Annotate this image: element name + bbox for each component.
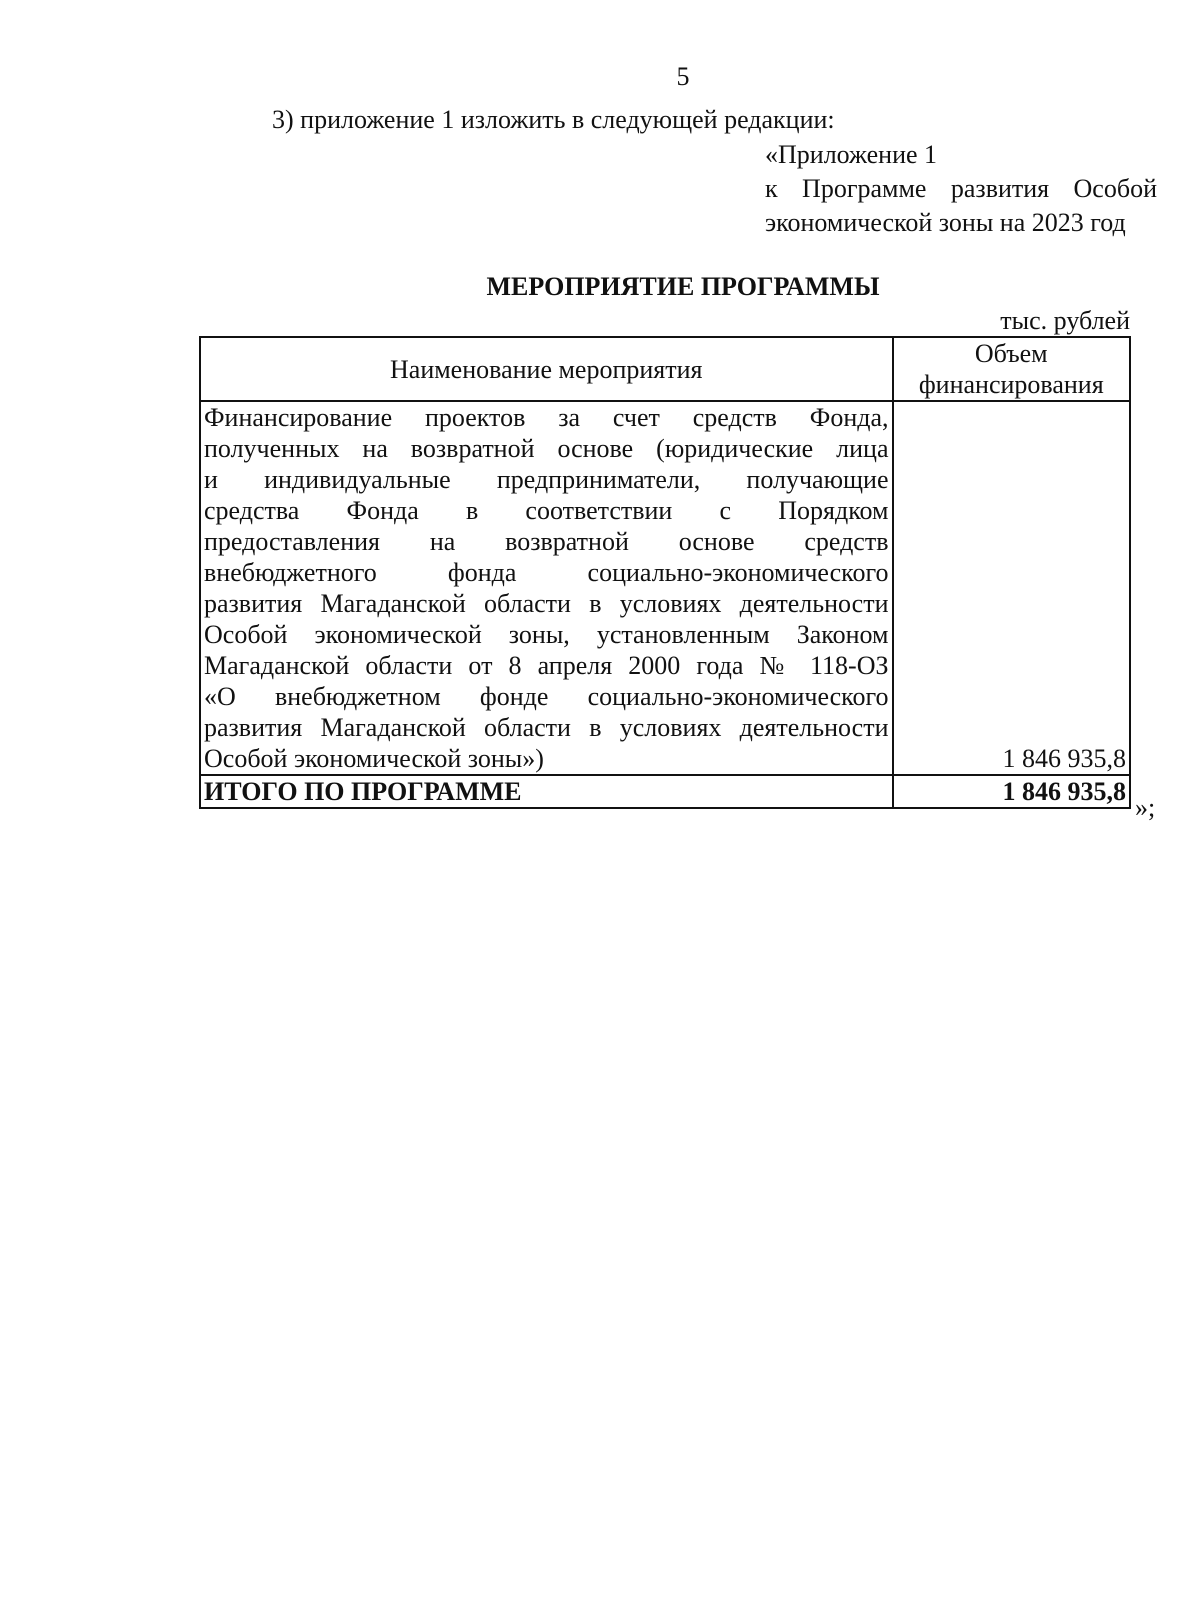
- description-line: Особой экономической зоны, установленным Законом: [204, 620, 889, 649]
- page-number: 5: [676, 62, 690, 91]
- row-amount: 1 846 935,8: [893, 401, 1131, 775]
- header-amount-line-2: финансирования: [918, 370, 1104, 399]
- appendix-ref-line-1: «Приложение 1: [765, 140, 938, 169]
- description-line: предоставления на возвратной основе средств: [204, 527, 889, 556]
- description-line: Финансирование проектов за счет средств Фонда,: [204, 403, 889, 432]
- total-amount: 1 846 935,8: [893, 775, 1131, 808]
- header-name: Наименование мероприятия: [200, 337, 893, 401]
- appendix-reference: [765, 138, 1157, 240]
- description-line: и индивидуальные предприниматели, получающие: [204, 465, 889, 494]
- description-line: развития Магаданской области в условиях деятельности: [204, 713, 889, 742]
- table-header-row: [200, 337, 1130, 401]
- description-line: полученных на возвратной основе (юридические лица: [204, 434, 889, 463]
- header-amount-line-1: Объем: [974, 339, 1048, 368]
- total-row: [200, 775, 1130, 808]
- section-title: МЕРОПРИЯТИЕ ПРОГРАММЫ: [486, 272, 880, 301]
- program-table: [199, 336, 1131, 809]
- appendix-ref-line-3: экономической зоны на 2023 год: [765, 208, 1126, 237]
- amendment-instruction: 3) приложение 1 изложить в следующей редакции:: [272, 105, 835, 134]
- total-label: ИТОГО ПО ПРОГРАММЕ: [200, 775, 893, 808]
- description-line: «О внебюджетном фонде социально-экономического: [204, 682, 889, 711]
- description-line: развития Магаданской области в условиях деятельности: [204, 589, 889, 618]
- header-amount: [893, 337, 1131, 401]
- appendix-ref-line-2: к Программе развития Особой: [765, 174, 1157, 203]
- units-label: тыс. рублей: [1000, 306, 1130, 335]
- description-line: Магаданской области от 8 апреля 2000 года № 118-ОЗ: [204, 651, 889, 680]
- closing-quote-mark: »;: [1135, 793, 1156, 822]
- description-line: Особой экономической зоны»): [204, 744, 544, 773]
- row-description: [200, 401, 893, 775]
- description-line: внебюджетного фонда социально-экономического: [204, 558, 889, 587]
- table-row: [200, 401, 1130, 775]
- description-line: средства Фонда в соответствии с Порядком: [204, 496, 889, 525]
